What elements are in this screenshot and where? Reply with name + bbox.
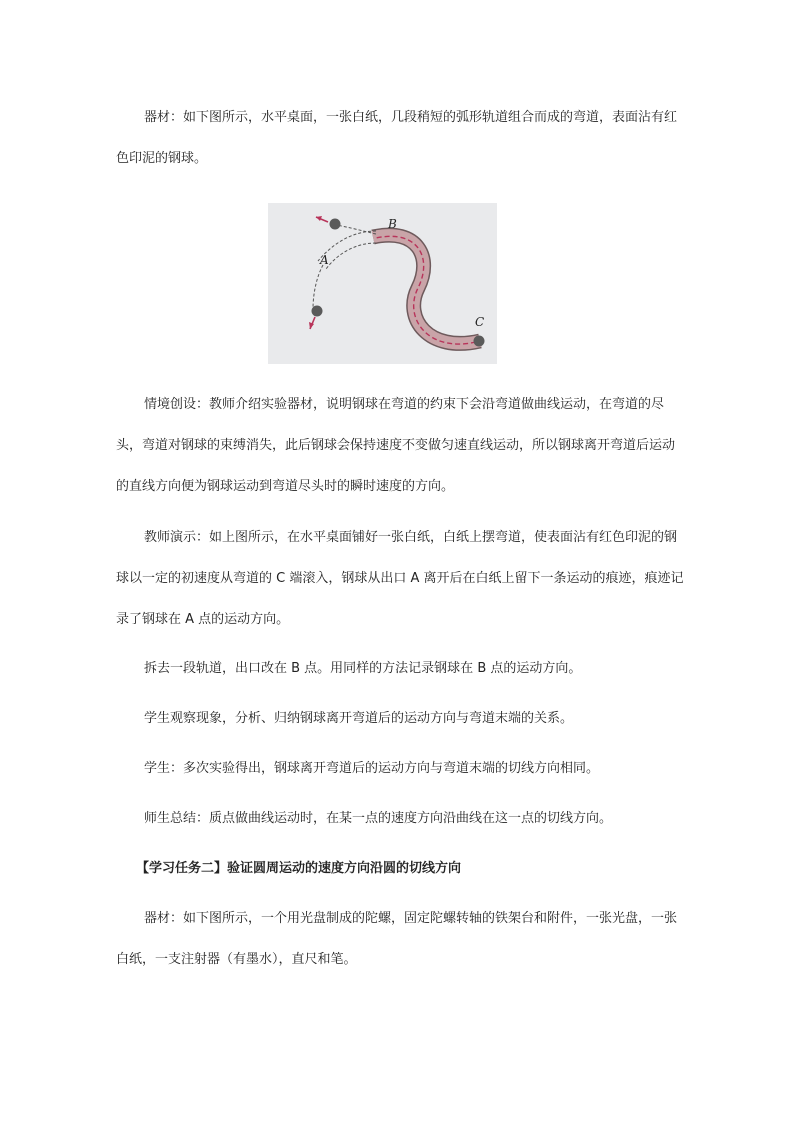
ball-top (330, 219, 341, 230)
trace-from-b (336, 225, 376, 234)
curved-track-figure (268, 203, 497, 364)
paragraph-scenario: 情境创设：教师介绍实验器材，说明钢球在弯道的约束下会沿弯道做曲线运动，在弯道的尽头，弯道对钢球的束缚消失，此后钢球会保持速度不变做匀速直线运动，所以钢球离开弯道后运动的直线方向便为钢球运动到弯道尽头时的瞬时速度的方向。 (116, 397, 676, 494)
paragraph-materials-1: 器材：如下图所示，水平桌面，一张白纸，几段稍短的弧形轨道组合而成的弯道，表面沾有红色印泥的钢球。 (116, 110, 678, 166)
paragraph-student-result: 学生：多次实验得出，钢球离开弯道后的运动方向与弯道末端的切线方向相同。 (144, 761, 600, 776)
curved-track-diagram (268, 203, 497, 364)
paragraph-materials-2: 器材：如下图所示，一个用光盘制成的陀螺，固定陀螺转轴的铁架台和附件，一张光盘，一张白纸，一支注射器（有墨水），直尺和笔。 (116, 911, 678, 967)
label-b: B (388, 217, 397, 231)
label-a: A (320, 253, 329, 267)
label-c: C (475, 315, 485, 329)
paragraph-teacher-demo: 教师演示：如上图所示，在水平桌面铺好一张白纸，白纸上摆弯道，使表面沾有红色印泥的钢球以一定的初速度从弯道的 C 端滚入，钢球从出口 A 离开后在白纸上留下一条运动的痕迹，痕迹记录了钢球在 A 点的运动方向。 (116, 530, 684, 627)
curved-track-surface (373, 235, 480, 343)
trace-from-a (313, 265, 323, 309)
paragraph-student-observe: 学生观察现象，分析、归纳钢球离开弯道后的运动方向与弯道末端的关系。 (144, 711, 574, 726)
paragraph-summary: 师生总结：质点做曲线运动时，在某一点的速度方向沿曲线在这一点的切线方向。 (144, 811, 613, 826)
ball-left (312, 306, 323, 317)
removed-track-inner (326, 243, 376, 269)
paragraph-remove-track: 拆去一段轨道，出口改在 B 点。用同样的方法记录钢球在 B 点的运动方向。 (144, 661, 582, 676)
heading-task-two: 【学习任务二】验证圆周运动的速度方向沿圆的切线方向 (136, 861, 462, 876)
ball-c (474, 336, 485, 347)
